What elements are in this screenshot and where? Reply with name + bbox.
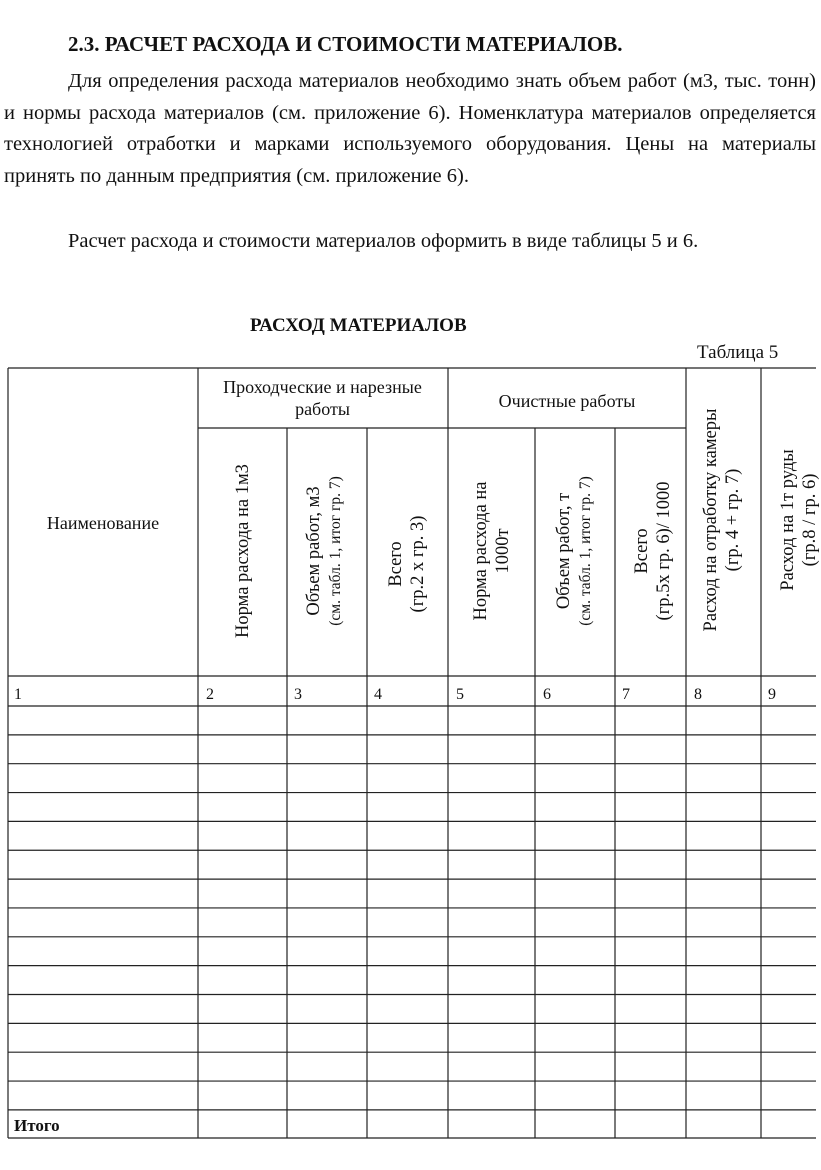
header-col-6-sub: (см. табл. 1, итог гр. 7) (577, 476, 594, 626)
header-col-5 (470, 481, 514, 620)
header-col-9 (777, 449, 821, 590)
col-number-1: 1 (14, 686, 22, 703)
header-col-9-main: Расход на 1т руды (778, 449, 798, 591)
header-col-2 (232, 464, 254, 638)
paragraph-2 (4, 226, 816, 258)
header-group-stoping: Очистные работы (498, 391, 636, 411)
header-col-9-sub: (гр.8 / гр. 6) (800, 473, 820, 567)
section-heading: 2.3. РАСЧЕТ РАСХОДА И СТОИМОСТИ МАТЕРИАЛОВ. (68, 32, 623, 56)
col-number-4: 4 (374, 686, 382, 703)
col-number-6: 6 (543, 686, 551, 703)
header-col-4-sub: (гр.2 х гр. 3) (408, 515, 428, 613)
header-col-3-main: Объем работ, м3 (304, 486, 324, 616)
header-col-8-sub: (гр. 4 + гр. 7) (723, 468, 743, 572)
col-number-9: 9 (768, 686, 776, 703)
header-col-4-main: Всего (386, 541, 406, 587)
header-col-4 (385, 516, 429, 613)
header-group-development: Проходческие и нарезные работы (223, 377, 422, 419)
header-col-3 (303, 476, 347, 626)
table-title: РАСХОД МАТЕРИАЛОВ (250, 315, 467, 336)
header-col-6-main: Объем работ, т (554, 492, 574, 610)
paragraph-1 (4, 66, 816, 192)
header-col-3-sub: (см. табл. 1, итог гр. 7) (327, 476, 344, 626)
header-col-6 (553, 476, 597, 626)
col-number-8: 8 (694, 686, 702, 703)
col-number-3: 3 (294, 686, 302, 703)
header-col-2-text: Норма расхода на 1м3 (233, 464, 253, 638)
table-number: Таблица 5 (697, 342, 779, 363)
total-label: Итого (14, 1116, 60, 1135)
col-number-7: 7 (622, 686, 630, 703)
header-col-8 (700, 409, 744, 632)
header-col-5-sub: 1000т (493, 528, 513, 574)
col-number-2: 2 (206, 686, 214, 703)
header-col-8-main: Расход на отработку камеры (701, 408, 721, 632)
header-col-5-main: Норма расхода на (471, 481, 491, 621)
paragraph-1-text: Для определения расхода материалов необходимо знать объем работ (м3, тыс. тонн) и нормы расхода материалов (см. приложение 6). Номенклатура материалов определяется технологией отработки и марками используемого оборудования. Цены на материалы принять по данным предприятия (см. приложение 6). (4, 70, 816, 187)
col-number-5: 5 (456, 686, 464, 703)
header-name: Наименование (46, 513, 160, 533)
header-col-7-sub: (гр.5х гр. 6)/ 1000 (654, 481, 674, 621)
header-col-7 (631, 481, 675, 620)
paragraph-2-text: Расчет расхода и стоимости материалов оформить в виде таблицы 5 и 6. (68, 230, 699, 252)
header-col-7-main: Всего (632, 528, 652, 574)
